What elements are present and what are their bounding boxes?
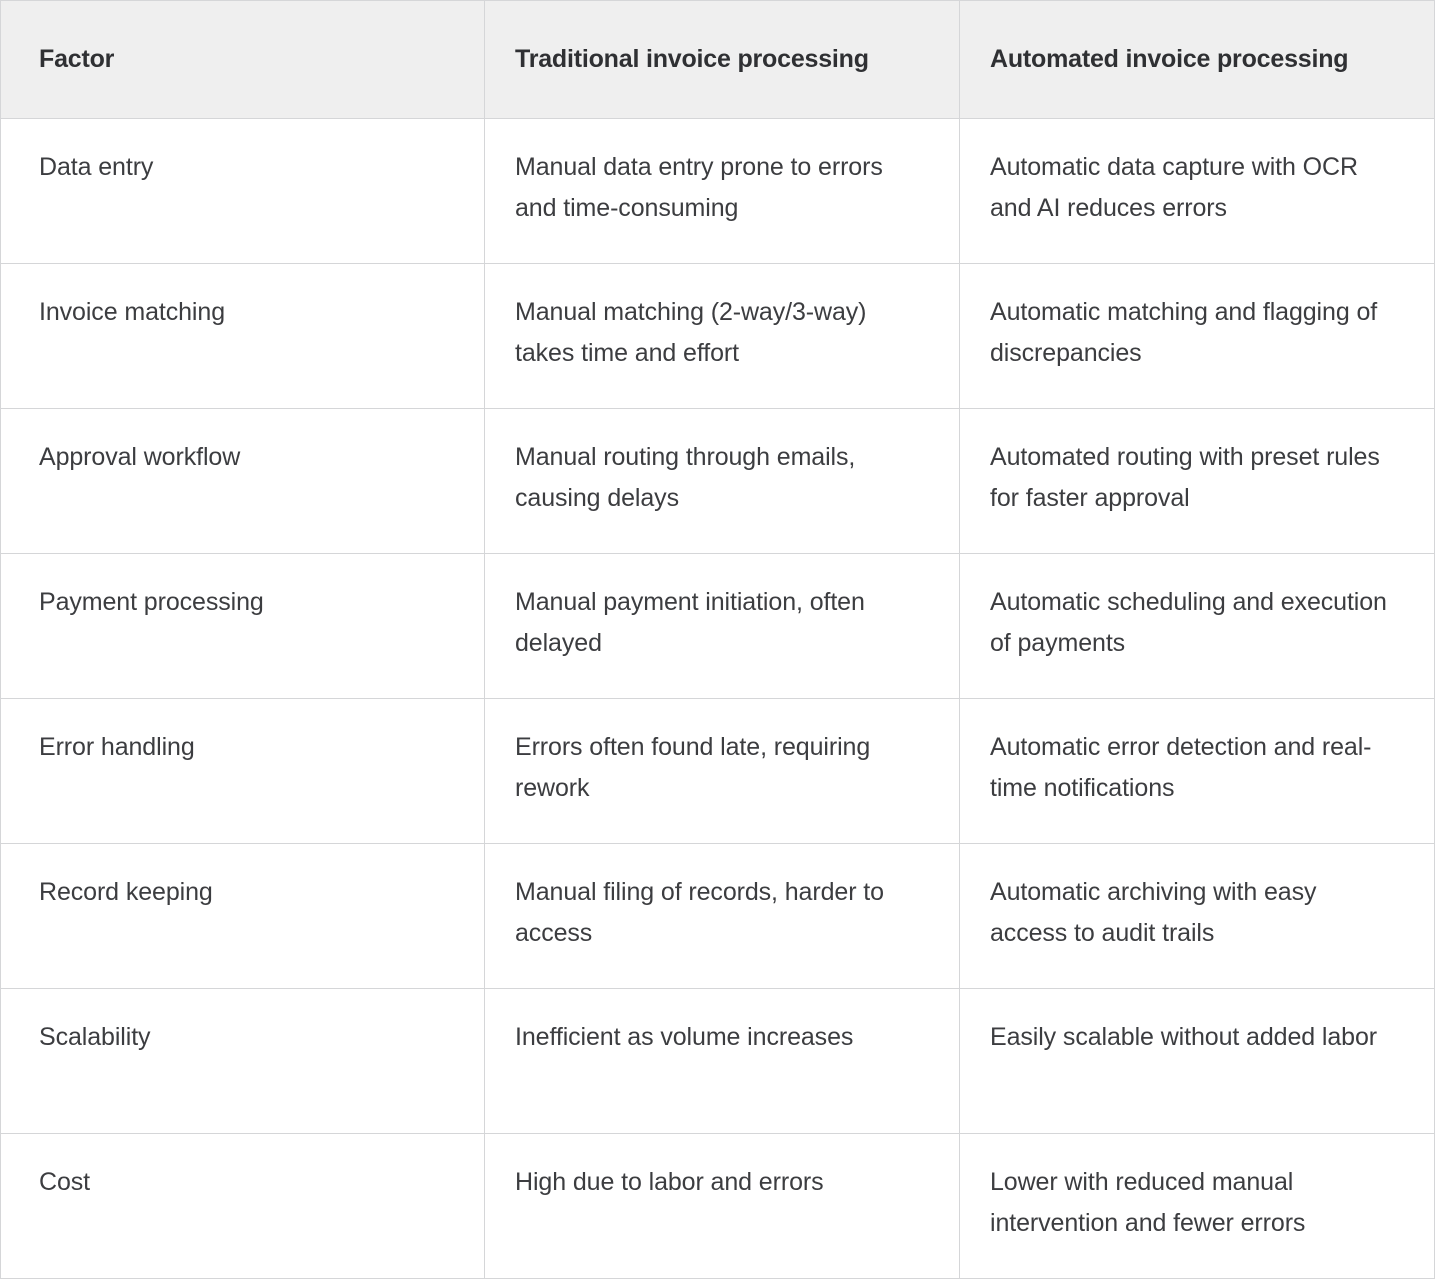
column-header-traditional: Traditional invoice processing <box>485 1 960 119</box>
cell-traditional: Manual filing of records, harder to access <box>485 844 960 989</box>
cell-traditional: High due to labor and errors <box>485 1134 960 1279</box>
cell-automated: Automatic archiving with easy access to audit trails <box>960 844 1435 989</box>
cell-factor: Scalability <box>1 989 485 1134</box>
table-row <box>1 1134 1435 1279</box>
cell-factor: Payment processing <box>1 554 485 699</box>
table-body <box>1 119 1435 1279</box>
table-row <box>1 554 1435 699</box>
cell-factor: Data entry <box>1 119 485 264</box>
cell-factor: Approval workflow <box>1 409 485 554</box>
cell-automated: Easily scalable without added labor <box>960 989 1435 1134</box>
cell-automated: Automatic data capture with OCR and AI reduces errors <box>960 119 1435 264</box>
cell-traditional: Manual payment initiation, often delayed <box>485 554 960 699</box>
column-header-automated: Automated invoice processing <box>960 1 1435 119</box>
cell-traditional: Manual routing through emails, causing delays <box>485 409 960 554</box>
cell-factor: Cost <box>1 1134 485 1279</box>
table-row <box>1 699 1435 844</box>
cell-traditional: Errors often found late, requiring rework <box>485 699 960 844</box>
cell-automated: Automatic matching and flagging of discrepancies <box>960 264 1435 409</box>
table-row <box>1 989 1435 1134</box>
table-header-row <box>1 1 1435 119</box>
cell-automated: Lower with reduced manual intervention and fewer errors <box>960 1134 1435 1279</box>
cell-traditional: Manual matching (2-way/3-way) takes time and effort <box>485 264 960 409</box>
table-row <box>1 409 1435 554</box>
cell-automated: Automated routing with preset rules for faster approval <box>960 409 1435 554</box>
table-row <box>1 844 1435 989</box>
cell-automated: Automatic scheduling and execution of payments <box>960 554 1435 699</box>
cell-factor: Record keeping <box>1 844 485 989</box>
table-row <box>1 119 1435 264</box>
cell-traditional: Manual data entry prone to errors and time-consuming <box>485 119 960 264</box>
cell-automated: Automatic error detection and real-time notifications <box>960 699 1435 844</box>
table-header <box>1 1 1435 119</box>
cell-factor: Error handling <box>1 699 485 844</box>
cell-factor: Invoice matching <box>1 264 485 409</box>
column-header-factor: Factor <box>1 1 485 119</box>
table-row <box>1 264 1435 409</box>
cell-traditional: Inefficient as volume increases <box>485 989 960 1134</box>
